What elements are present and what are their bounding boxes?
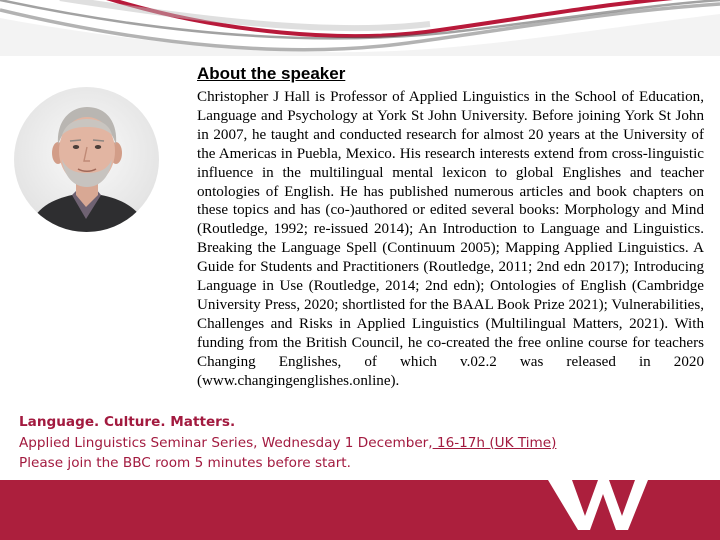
seminar-series-line [19, 433, 556, 454]
speaker-portrait [14, 87, 159, 232]
header-swoosh-decoration [0, 0, 720, 56]
about-speaker-heading: About the speaker [197, 64, 346, 83]
event-info [19, 412, 556, 474]
join-instructions: Please join the BBC room 5 minutes before start. [19, 455, 351, 471]
seminar-series-text: Applied Linguistics Seminar Series, Wednesday 1 December, [19, 434, 433, 451]
event-time: 16-17h (UK Time) [432, 434, 557, 451]
speaker-bio: Christopher J Hall is Professor of Applied Linguistics in the School of Education, Language and Psychology at York St John University. Before joining York St John in 2007, he taught and conducted research for almost 20 years at the University of the Americas in Puebla, Mexico. His research interests extend from cross-linguistic influence in the multilingual mental lexicon to global Englishes and teacher ontologies of English. He has published numerous articles and book chapters on these topics and has (co-)authored or edited several books: Morphology and Mind (Routledge, 1992; re-issued 2014); An Introduction to Language and Linguistics. Breaking the Language Spell (Continuum 2005); Mapping Applied Linguistics. A Guide for Students and Practitioners (Routledge, 2011; 2nd edn 2017); Introducing Language in Use (Routledge, 2014; 2nd edn); Ontologies of English (Cambridge University Press, 2020; shortlisted for the BAAL Book Prize 2021); Vulnerabilities, Challenges and Risks in Applied Linguistics (Multilingual Matters, 2021). With funding from the British Council, he co-created the free online course for teachers Changing Englishes, of which v.02.2 was released in 2020 (www.changingenglishes.online). [197, 89, 704, 389]
tagline: Language. Culture. Matters. [19, 414, 236, 430]
university-logo [548, 480, 648, 530]
